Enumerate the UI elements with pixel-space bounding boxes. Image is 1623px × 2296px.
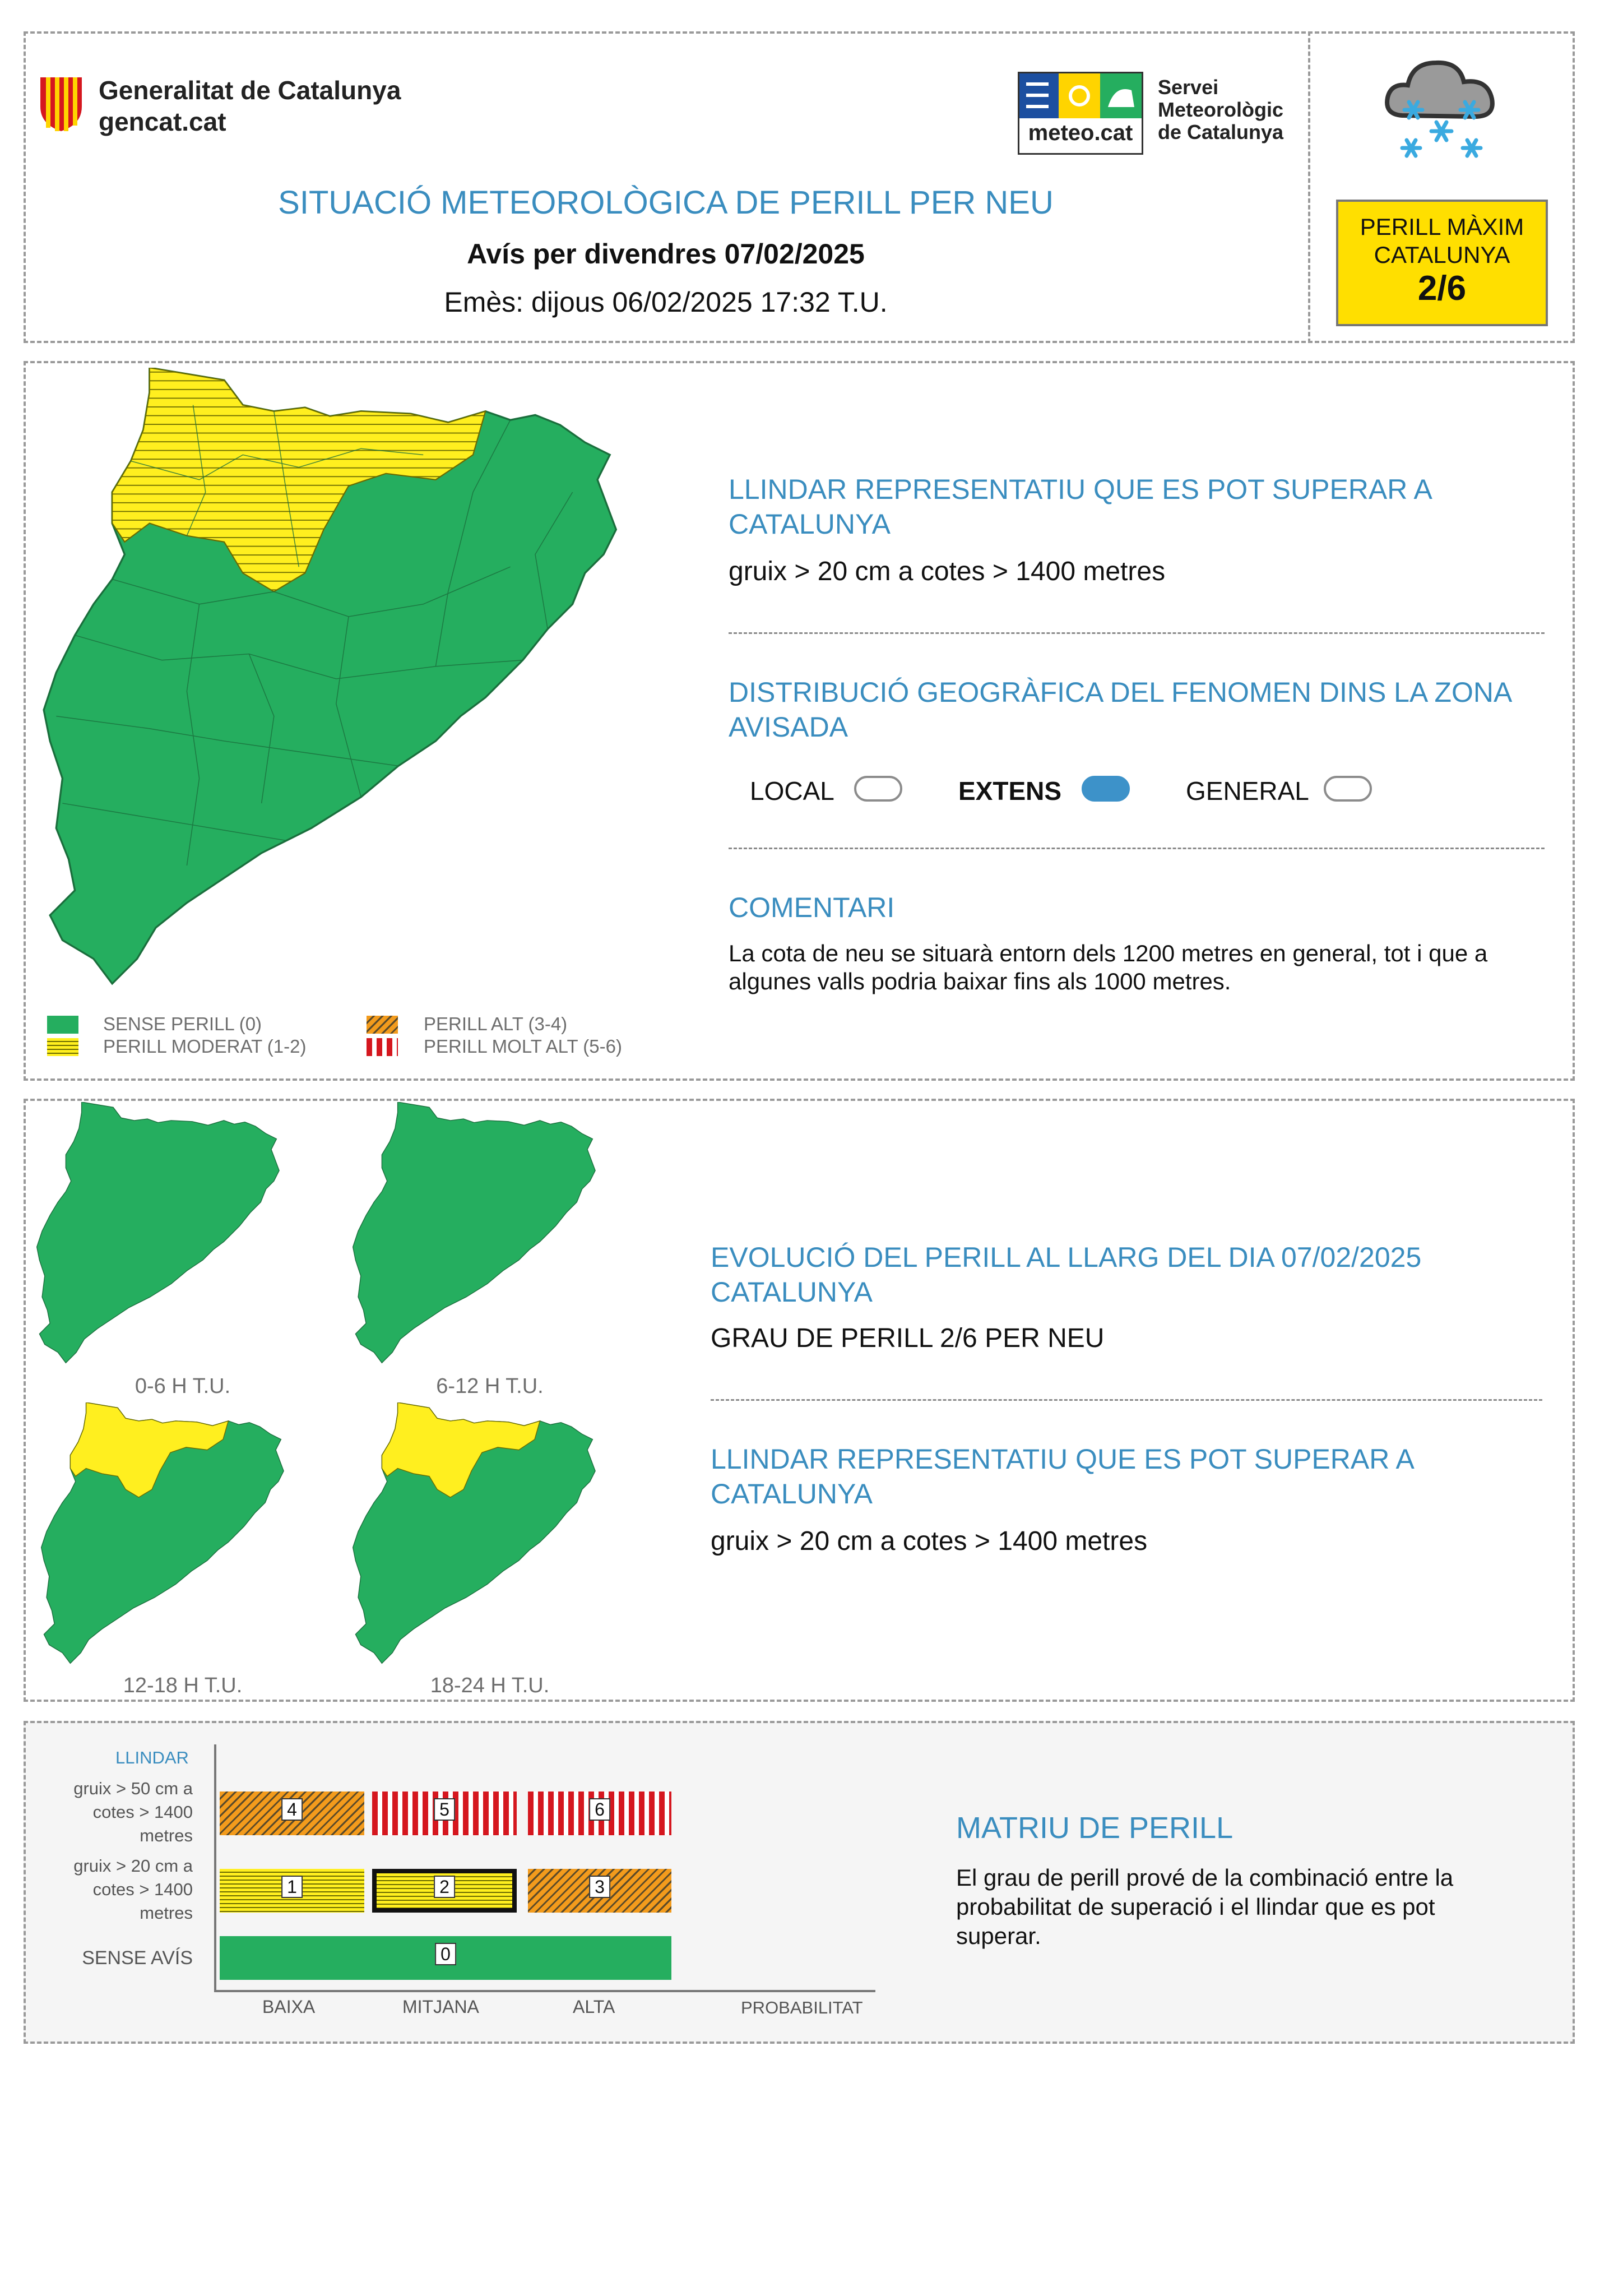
warning-date: Avís per divendres 07/02/2025 (467, 238, 865, 270)
distribution-title: DISTRIBUCIÓ GEOGRÀFICA DEL FENOMEN DINS LA ZONA AVISADA (729, 677, 1511, 743)
matrix-row-mid-label: gruix > 20 cm a cotes > 1400 metres (73, 1856, 193, 1923)
period-label-0: 0-6 H T.U. (135, 1374, 231, 1398)
legend-swatch-green (47, 1016, 78, 1034)
dist-extens-toggle[interactable] (1082, 776, 1130, 802)
comment-title: COMENTARI (729, 892, 895, 923)
period-label-1: 6-12 H T.U. (436, 1374, 544, 1398)
matrix-cell-2-label: 2 (434, 1876, 455, 1898)
matrix-x-mitjana: MITJANA (402, 1997, 479, 2017)
matrix-cell-3 (528, 1869, 671, 1913)
legend-swatch-orange (367, 1016, 398, 1034)
evolution-threshold-text: gruix > 20 cm a cotes > 1400 metres (711, 1526, 1148, 1556)
dist-extens-label: EXTENS (958, 776, 1062, 806)
matrix-cell-3-label: 3 (589, 1876, 610, 1898)
period-map-1 (347, 1102, 616, 1368)
matrix-x-title: PROBABILITAT (741, 1998, 863, 2017)
header-divider (1308, 31, 1310, 343)
badge-line-2: CATALUNYA (1374, 242, 1510, 268)
matrix-text: El grau de perill prové de la combinació entre la probabilitat de superació i el llindar que es pot superar. (956, 1864, 1454, 1949)
service-line-1: Servei (1158, 76, 1219, 99)
matrix-row-none-label: SENSE AVÍS (82, 1947, 193, 1969)
service-name (1158, 76, 1283, 144)
matrix-cell-0-label: 0 (435, 1943, 456, 1965)
catalonia-map-svg (35, 368, 662, 990)
divider-1 (729, 632, 1545, 634)
dist-general-label: GENERAL (1186, 776, 1309, 806)
matrix-cell-5 (372, 1792, 517, 1835)
dist-local-label: LOCAL (750, 776, 834, 806)
matrix-cell-4 (220, 1792, 364, 1835)
gov-site-link[interactable]: gencat.cat (99, 107, 226, 136)
legend-swatch-yellow (47, 1038, 78, 1056)
dist-local-toggle[interactable] (854, 776, 902, 802)
max-danger-badge (1336, 200, 1548, 326)
matrix-cell-2 (372, 1869, 517, 1913)
legend-label-0: SENSE PERILL (0) (103, 1013, 262, 1034)
service-line-2: Meteorològic (1158, 98, 1284, 121)
meteocat-flag (1019, 73, 1142, 118)
matrix-row-high-label: gruix > 50 cm a cotes > 1400 metres (73, 1779, 193, 1845)
threshold-title: LLINDAR REPRESENTATIU QUE ES POT SUPERAR A CATALUNYA (729, 474, 1431, 540)
matrix-cell-4-label: 4 (281, 1798, 303, 1821)
service-line-3: de Catalunya (1158, 121, 1284, 144)
comment-text: La cota de neu se situarà entorn dels 1200 metres en general, tot i que a algunes valls podria baixar fins als 1000 metres. (729, 940, 1488, 994)
meteocat-symbols-icon (1019, 73, 1142, 118)
matrix-y-axis (214, 1744, 216, 1991)
period-label-3: 18-24 H T.U. (430, 1674, 550, 1697)
snow-cloud-icon (1380, 48, 1503, 169)
period-map-3 (347, 1402, 616, 1669)
meteocat-logo (1018, 72, 1143, 155)
matrix-cell-0 (220, 1936, 671, 1980)
matrix-x-alta: ALTA (573, 1997, 615, 2017)
meteocat-label: meteo.cat (1028, 121, 1133, 145)
page-title: SITUACIÓ METEOROLÒGICA DE PERILL PER NEU (278, 184, 1054, 221)
matrix-y-title: LLINDAR (115, 1748, 189, 1767)
divider-3 (711, 1399, 1542, 1401)
matrix-cell-5-label: 5 (434, 1798, 455, 1821)
matrix-cell-1 (220, 1869, 364, 1913)
evolution-threshold-title: LLINDAR REPRESENTATIU QUE ES POT SUPERAR A CATALUNYA (711, 1443, 1413, 1510)
gencat-logo (36, 73, 86, 136)
matrix-cell-6 (528, 1792, 671, 1835)
catalonia-map (35, 368, 662, 993)
gencat-emblem-icon (36, 73, 86, 133)
dist-general-toggle[interactable] (1324, 776, 1372, 802)
matrix-x-axis (214, 1990, 875, 1992)
matrix-title: MATRIU DE PERILL (956, 1811, 1234, 1845)
legend-label-3: PERILL MOLT ALT (5-6) (424, 1036, 622, 1057)
badge-line-1: PERILL MÀXIM (1360, 214, 1524, 240)
issued-time: Emès: dijous 06/02/2025 17:32 T.U. (444, 286, 888, 318)
period-map-0 (31, 1102, 300, 1368)
legend-label-2: PERILL ALT (3-4) (424, 1013, 568, 1034)
matrix-cell-6-label: 6 (589, 1798, 610, 1821)
period-map-2 (36, 1402, 305, 1669)
gov-name: Generalitat de Catalunya (99, 76, 401, 105)
matrix-x-baixa: BAIXA (262, 1997, 316, 2017)
legend-swatch-red (367, 1038, 398, 1056)
badge-level: 2/6 (1417, 269, 1467, 308)
threshold-text: gruix > 20 cm a cotes > 1400 metres (729, 557, 1166, 586)
evolution-level: GRAU DE PERILL 2/6 PER NEU (711, 1323, 1105, 1353)
divider-2 (729, 848, 1545, 849)
legend-label-1: PERILL MODERAT (1-2) (103, 1036, 307, 1057)
matrix-cell-1-label: 1 (281, 1876, 303, 1898)
evolution-title: EVOLUCIÓ DEL PERILL AL LLARG DEL DIA 07/02/2025 CATALUNYA (711, 1242, 1422, 1308)
period-label-2: 12-18 H T.U. (123, 1674, 243, 1697)
